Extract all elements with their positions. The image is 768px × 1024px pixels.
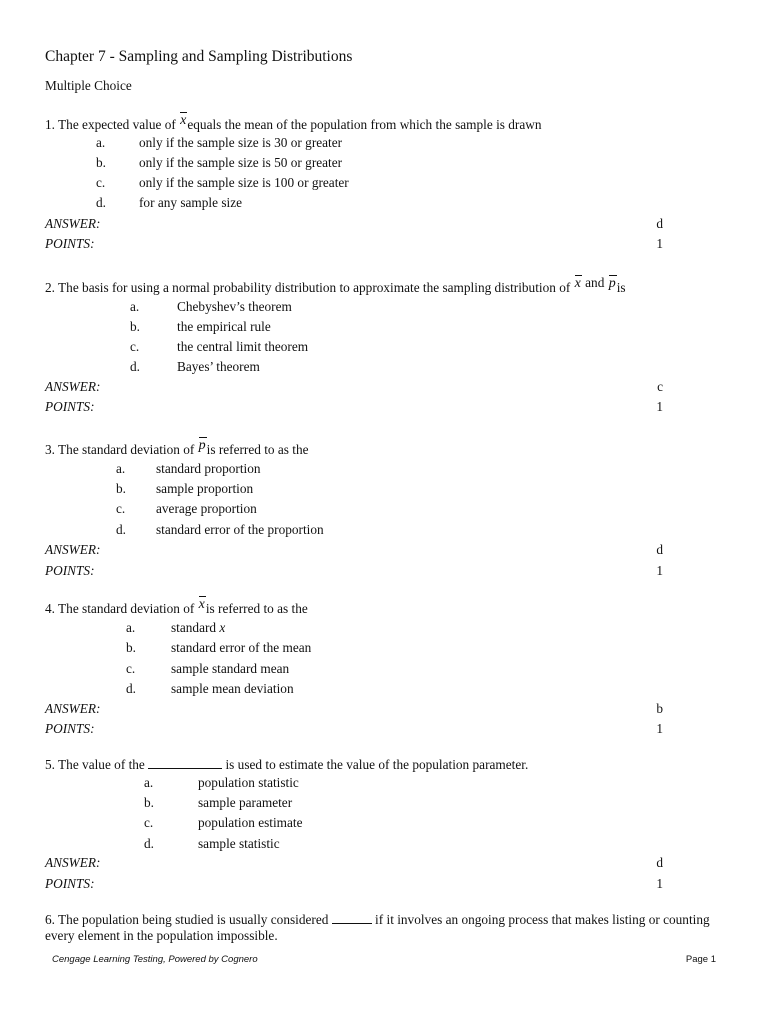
option-text: only if the sample size is 100 or greater bbox=[139, 175, 349, 190]
option-letter: a. bbox=[144, 775, 154, 790]
option-letter: c. bbox=[144, 815, 154, 830]
points-value: 1 bbox=[656, 876, 663, 891]
section-heading: Multiple Choice bbox=[45, 78, 132, 93]
question-3-stem-text-post: is referred to as the bbox=[206, 442, 309, 457]
option-text: Chebyshev’s theorem bbox=[177, 299, 292, 314]
question-5-stem-text-pre: 5. The value of the bbox=[45, 757, 145, 772]
option-text: population estimate bbox=[198, 815, 303, 830]
option-letter: a. bbox=[116, 461, 126, 476]
points-label: POINTS: bbox=[45, 399, 95, 414]
option-text bbox=[171, 620, 225, 636]
question-5-stem-text-post: is used to estimate the value of the population parameter. bbox=[225, 757, 529, 772]
option-letter: b. bbox=[126, 640, 136, 655]
option-letter: b. bbox=[144, 795, 154, 810]
answer-label: ANSWER: bbox=[45, 701, 101, 716]
option-text: population statistic bbox=[198, 775, 299, 790]
option-letter: b. bbox=[96, 155, 106, 170]
answer-value: d bbox=[656, 855, 663, 870]
option-text: standard proportion bbox=[156, 461, 261, 476]
option-text: sample mean deviation bbox=[171, 681, 294, 696]
fill-in-blank bbox=[148, 756, 222, 769]
document-title: Chapter 7 - Sampling and Sampling Distributions bbox=[45, 48, 353, 65]
question-4-stem-text-post: is referred to as the bbox=[205, 601, 308, 616]
option-letter: d. bbox=[130, 359, 140, 374]
question-2-stem-text-post: is bbox=[616, 280, 626, 295]
footer-publisher: Cengage Learning Testing, Powered by Cognero bbox=[52, 954, 258, 965]
p-bar-symbol: p bbox=[198, 438, 206, 453]
option-letter: d. bbox=[126, 681, 136, 696]
answer-value: b bbox=[656, 701, 663, 716]
question-6-stem-text-post: if it involves an ongoing process that makes listing or counting every element in the population impossible. bbox=[45, 912, 710, 943]
option-letter: c. bbox=[126, 661, 136, 676]
question-6-stem-text-pre: 6. The population being studied is usually considered bbox=[45, 912, 329, 927]
option-text: Bayes’ theorem bbox=[177, 359, 260, 374]
question-6-stem bbox=[45, 911, 735, 944]
points-value: 1 bbox=[656, 399, 663, 414]
points-label: POINTS: bbox=[45, 876, 95, 891]
and-text: and bbox=[585, 275, 605, 290]
answer-label: ANSWER: bbox=[45, 216, 101, 231]
question-4-stem bbox=[45, 597, 308, 618]
question-2-stem bbox=[45, 275, 626, 297]
question-1-stem-text-post: equals the mean of the population from which the sample is drawn bbox=[187, 117, 542, 132]
option-text: for any sample size bbox=[139, 195, 243, 210]
points-value: 1 bbox=[656, 236, 663, 251]
answer-label: ANSWER: bbox=[45, 379, 101, 394]
option-text: sample statistic bbox=[198, 836, 280, 851]
option-text: only if the sample size is 30 or greater bbox=[139, 135, 343, 150]
option-text: average proportion bbox=[156, 501, 257, 516]
option-text: the empirical rule bbox=[177, 319, 271, 334]
option-text: standard error of the proportion bbox=[156, 522, 324, 537]
option-text: sample parameter bbox=[198, 795, 293, 810]
option-letter: a. bbox=[96, 135, 106, 150]
option-text-main: standard bbox=[171, 620, 220, 635]
option-letter: a. bbox=[130, 299, 140, 314]
x-bar-symbol: x bbox=[198, 597, 205, 612]
option-letter: d. bbox=[116, 522, 126, 537]
option-letter: c. bbox=[116, 501, 126, 516]
question-1-stem-text-pre: 1. The expected value of bbox=[45, 117, 176, 132]
points-value: 1 bbox=[656, 721, 663, 736]
answer-label: ANSWER: bbox=[45, 542, 101, 557]
answer-value: d bbox=[656, 542, 663, 557]
x-bar-symbol: x bbox=[180, 113, 187, 128]
option-text: sample standard mean bbox=[171, 661, 290, 676]
question-4-stem-text-pre: 4. The standard deviation of bbox=[45, 601, 195, 616]
option-letter: d. bbox=[96, 195, 106, 210]
question-5-stem bbox=[45, 756, 528, 773]
answer-value: c bbox=[657, 379, 663, 394]
points-label: POINTS: bbox=[45, 563, 95, 578]
points-label: POINTS: bbox=[45, 721, 95, 736]
option-text: sample proportion bbox=[156, 481, 254, 496]
points-label: POINTS: bbox=[45, 236, 95, 251]
answer-label: ANSWER: bbox=[45, 855, 101, 870]
option-letter: c. bbox=[130, 339, 140, 354]
question-3-stem-text-pre: 3. The standard deviation of bbox=[45, 442, 195, 457]
option-text: standard error of the mean bbox=[171, 640, 312, 655]
answer-value: d bbox=[656, 216, 663, 231]
question-2-stem-text-pre: 2. The basis for using a normal probability distribution to approximate the sampling distribution of bbox=[45, 280, 571, 295]
option-letter: d. bbox=[144, 836, 154, 851]
option-letter: b. bbox=[130, 319, 140, 334]
x-bar-symbol: x bbox=[574, 276, 581, 291]
fill-in-blank bbox=[332, 911, 372, 924]
option-letter: b. bbox=[116, 481, 126, 496]
p-bar-symbol: p bbox=[608, 276, 616, 291]
italic-variable: x bbox=[219, 620, 226, 635]
page-number: Page 1 bbox=[685, 954, 716, 965]
option-letter: a. bbox=[126, 620, 136, 635]
question-1-stem bbox=[45, 113, 542, 134]
points-value: 1 bbox=[656, 563, 663, 578]
option-text: the central limit theorem bbox=[177, 339, 309, 354]
option-text: only if the sample size is 50 or greater bbox=[139, 155, 343, 170]
question-3-stem bbox=[45, 438, 309, 459]
option-letter: c. bbox=[96, 175, 106, 190]
